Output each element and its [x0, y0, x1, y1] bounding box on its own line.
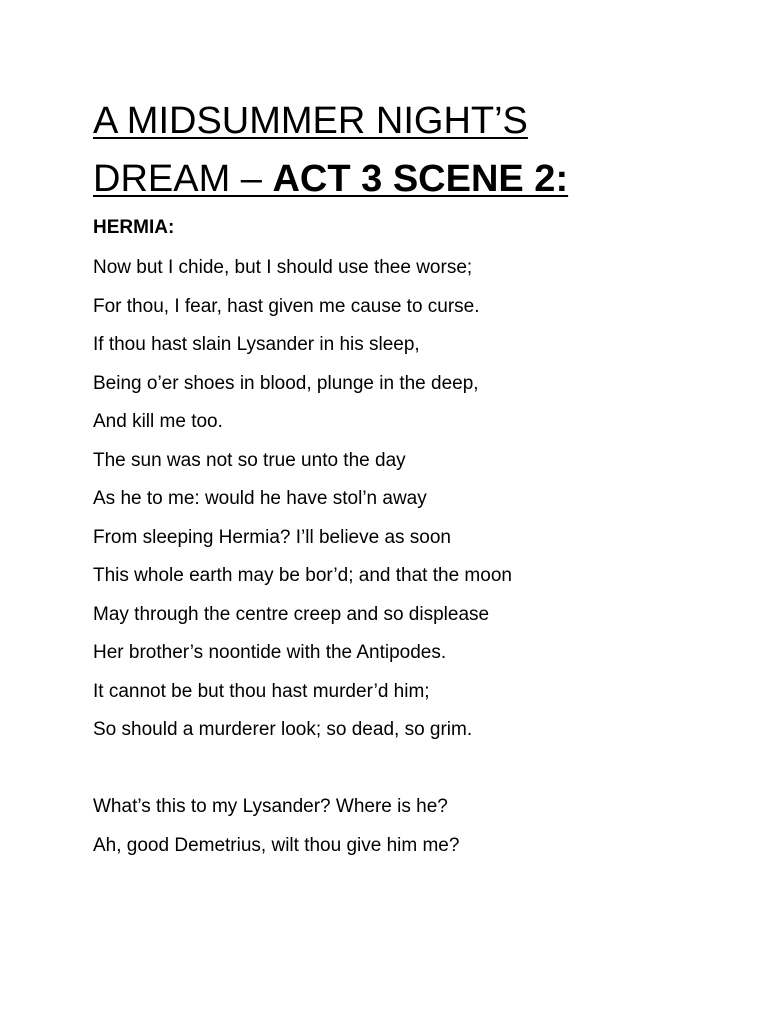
- verse-line: The sun was not so true unto the day: [93, 449, 406, 471]
- verse-line: So should a murderer look; so dead, so grim.: [93, 719, 473, 740]
- stanza-break: [93, 757, 512, 796]
- verse-line: As he to me: would he have stol’n away: [93, 488, 427, 509]
- verse-line: And kill me too.: [93, 411, 223, 432]
- verse-line: Her brother’s noontide with the Antipodes.: [93, 642, 447, 663]
- speaker-name: HERMIA:: [93, 217, 175, 238]
- verse-line: It cannot be but thou hast murder’d him;: [93, 680, 430, 702]
- page-title: [93, 92, 733, 208]
- verse-line: What’s this to my Lysander? Where is he?: [93, 796, 448, 817]
- verse-line: Now but I chide, but I should use thee worse;: [93, 257, 473, 278]
- title-line-2-plain: DREAM –: [93, 158, 273, 200]
- verse-line: For thou, I fear, hast given me cause to curse.: [93, 295, 480, 317]
- verse-line: Ah, good Demetrius, wilt thou give him me?: [93, 834, 460, 856]
- verse-line: From sleeping Hermia? I’ll believe as soon: [93, 526, 451, 548]
- verse-line: Being o’er shoes in blood, plunge in the deep,: [93, 372, 479, 394]
- verse-lines: [93, 256, 512, 872]
- verse-line: If thou hast slain Lysander in his sleep,: [93, 334, 420, 355]
- title-line-1: A MIDSUMMER NIGHT’S: [93, 100, 528, 142]
- verse-line: This whole earth may be bor’d; and that the moon: [93, 565, 512, 586]
- verse-line: May through the centre creep and so displease: [93, 603, 490, 625]
- title-line-2-bold: ACT 3 SCENE 2:: [272, 158, 569, 200]
